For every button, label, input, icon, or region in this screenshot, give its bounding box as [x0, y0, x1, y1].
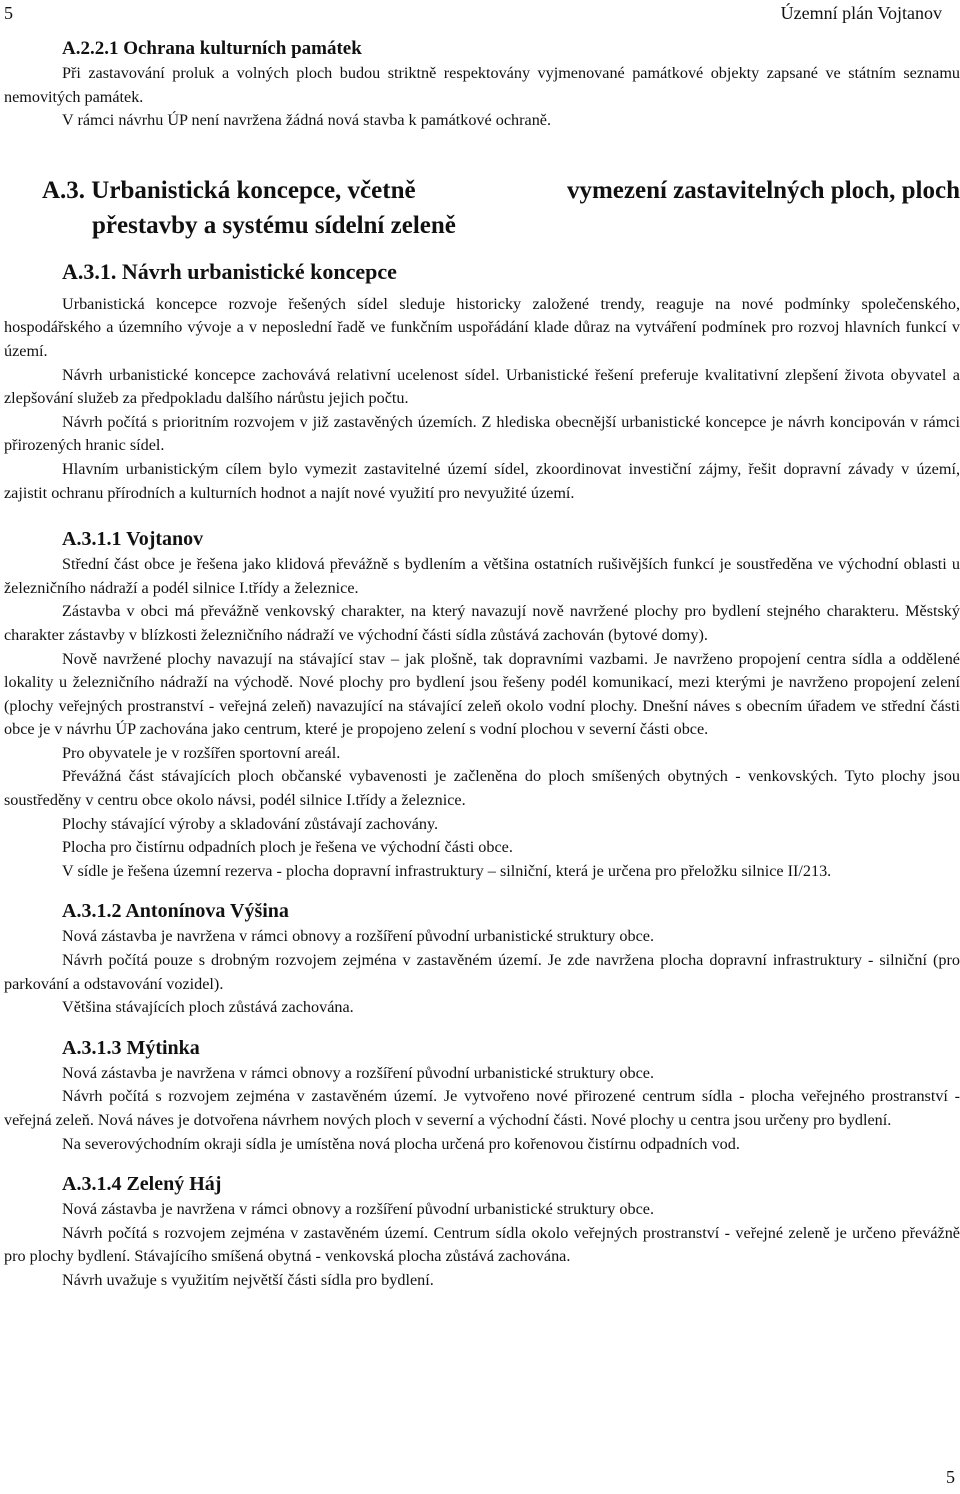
section-heading-a311: A.3.1.1 Vojtanov: [62, 528, 204, 551]
paragraph: Návrh urbanistické koncepce zachovává relativní ucelenost sídel. Urbanistické řešení preferuje kvalitativní zlepšení života obyvatel a zlepšování služeb za předpokladu dalšího nárůstu jejich počtu.: [4, 365, 960, 408]
paragraph: V rámci návrhu ÚP není navržena žádná nová stavba k památkové ochraně.: [62, 111, 552, 130]
paragraph: Při zastavování proluk a volných ploch budou striktně respektovány vyjmenované památkové objekty zapsané ve státním seznamu nemovitých památek.: [4, 64, 960, 106]
header-title: Územní plán Vojtanov: [780, 3, 942, 23]
section-heading-a314: A.3.1.4 Zelený Háj: [62, 1173, 222, 1196]
paragraph: Většina stávajících ploch zůstává zachována.: [62, 998, 354, 1017]
paragraph: V sídle je řešena územní rezerva - plocha dopravní infrastruktury – silniční, která je určena pro přeložku silnice II/213.: [62, 861, 832, 880]
heading-part: přestavby a systému sídelní zeleně: [92, 211, 456, 239]
heading-part: A.3. Urbanistická koncepce, včetně: [42, 176, 416, 204]
footer-page-number: 5: [946, 1467, 955, 1487]
paragraph: Návrh počítá s prioritním rozvojem v již zastavěných územích. Z hlediska obecnější urbanistické koncepce je návrh koncipován v rámci přirozených hranic sídel.: [4, 412, 960, 455]
heading-part: vymezení zastavitelných ploch, ploch: [566, 176, 960, 204]
paragraph: Střední část obce je řešena jako klidová převážně s bydlením a většina ostatních rušivějších funkcí je soustředěna ve východní oblasti u železničního nádraží a podél silnice I.třídy a železnice.: [4, 555, 960, 597]
paragraph: Zástavba v obci má převážně venkovský charakter, na který navazují nově navržené plochy pro bydlení stejného charakteru. Městský charakter zástavby v blízkosti železničního nádraží ve východní části sídla zůstává zachován (bytové domy).: [4, 602, 960, 644]
paragraph: Návrh počítá s rozvojem zejména v zastavěném území. Je vytvořeno nové přirozené centrum sídla - plocha veřejného prostranství - veřejná zeleň. Nová náves je dotvořena návrhem nových ploch v severní a východní části. Nové plochy u centra jsou určeny pro bydlení.: [4, 1087, 960, 1129]
section-heading-a31: A.3.1. Návrh urbanistické koncepce: [62, 258, 397, 284]
section-heading-a3: [42, 173, 960, 243]
paragraph: Hlavním urbanistickým cílem bylo vymezit zastavitelné území sídel, zkoordinovat investiční zájmy, řešit dopravní závady v území, zajistit ochranu přírodních a kulturních hodnot a najít nové využití pro nevyužité území.: [4, 459, 960, 502]
paragraph: Nově navržené plochy navazují na stávající stav – jak plošně, tak dopravními vazbami. Je navrženo propojení centra sídla a oddělené lokality u železničního nádraží na východě. Nové plochy pro bydlení jsou řešeny podél komunikací, mezi kterými je navrženo propojení zelení (plochy veřejných prostranství - veřejná zeleň) navazující na stávající zeleň okolo vodní plochy. Dnešní náves s obecním úřadem ve střední části obce je v návrhu ÚP zachována jako centrum, které je propojeno zelení s vodní plochou v severní části obce.: [4, 649, 960, 739]
page-content: [4, 38, 960, 1293]
section-heading-a312: A.3.1.2 Antonínova Výšina: [62, 900, 289, 923]
section-heading-a221: A.2.2.1 Ochrana kulturních památek: [62, 38, 362, 59]
paragraph: Plocha pro čistírnu odpadních ploch je řešena ve východní části obce.: [62, 838, 513, 857]
header-page-number: 5: [4, 3, 13, 23]
paragraph: Návrh počítá s rozvojem zejména v zastavěném území. Centrum sídla okolo veřejných prostranství - veřejné zeleně je určeno převážně pro plochy bydlení. Stávajícího smíšená obytná - venkovská plocha zůstává zachována.: [4, 1223, 960, 1266]
paragraph: Převážná část stávajících ploch občanské vybavenosti je začleněna do ploch smíšených obytných - venkovských. Tyto plochy jsou soustředěny v centru obce okolo návsi, podél silnice I.třídy a železnice.: [4, 767, 960, 810]
paragraph: Nová zástavba je navržena v rámci obnovy a rozšíření původní urbanistické struktury obce.: [62, 927, 654, 946]
section-heading-a313: A.3.1.3 Mýtinka: [62, 1036, 200, 1059]
paragraph: Plochy stávající výroby a skladování zůstávají zachovány.: [62, 814, 439, 833]
paragraph: Návrh uvažuje s využitím největší části sídla pro bydlení.: [62, 1270, 434, 1289]
paragraph: Návrh počítá pouze s drobným rozvojem zejména v zastavěném území. Je zde navržena plocha dopravní infrastruktury - silniční (pro parkování a odstavování vozidel).: [4, 951, 960, 993]
paragraph: Na severovýchodním okraji sídla je umístěna nová plocha určená pro kořenovou čistírnu odpadních vod.: [62, 1134, 740, 1153]
paragraph: Urbanistická koncepce rozvoje řešených sídel sleduje historicky založené trendy, reaguje na nové podmínky společenského, hospodářského a územního vývoje a v neposlední řadě ve funkčním uspořádání klade důraz na vytváření podmínek pro rozvoj hlavních funkcí v území.: [4, 294, 960, 360]
paragraph: Pro obyvatele je v rozšířen sportovní areál.: [62, 743, 341, 762]
paragraph: Nová zástavba je navržena v rámci obnovy a rozšíření původní urbanistické struktury obce.: [62, 1063, 654, 1082]
paragraph: Nová zástavba je navržena v rámci obnovy a rozšíření původní urbanistické struktury obce.: [62, 1200, 654, 1219]
